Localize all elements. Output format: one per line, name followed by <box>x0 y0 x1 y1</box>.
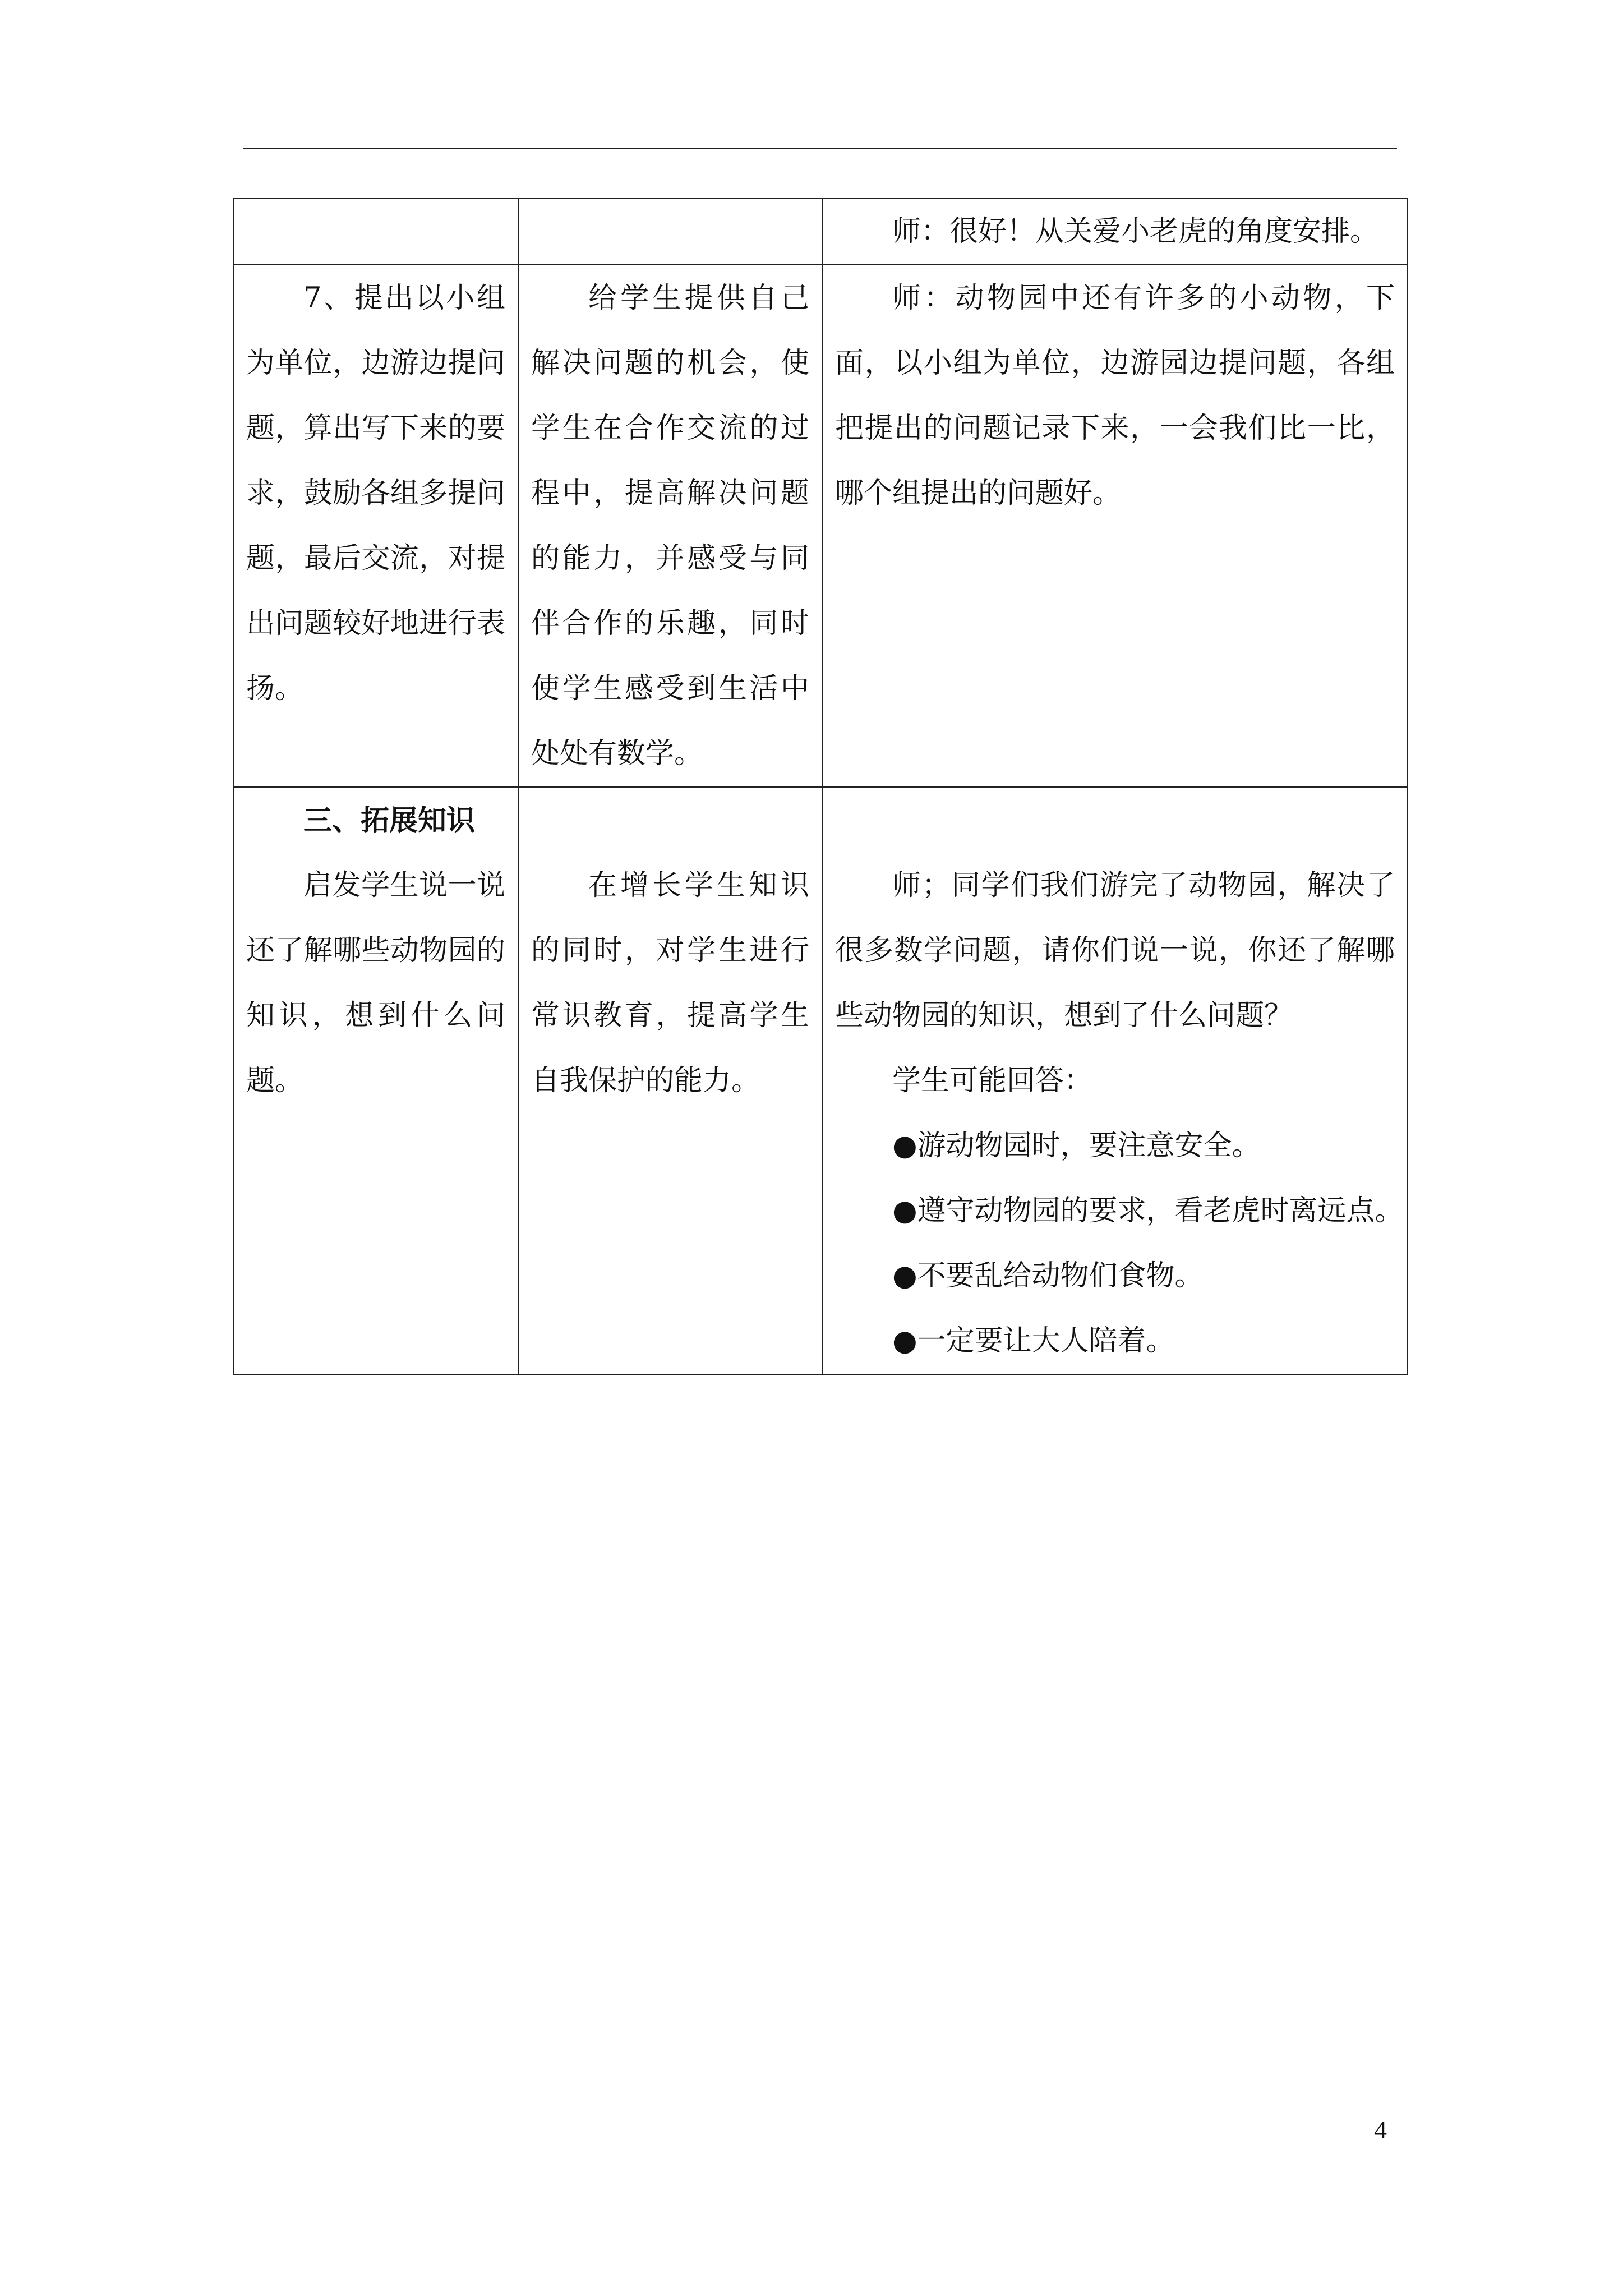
activity-text: 启发学生说一说还了解哪些动物园的知识，想到什么问题。 <box>246 869 505 1097</box>
intent-text: 在增长学生知识的同时，对学生进行常识教育，提高学生自我保护的能力。 <box>531 869 809 1097</box>
process-cell <box>822 265 1408 787</box>
lesson-plan-table <box>233 198 1408 1375</box>
intent-cell <box>518 787 822 1374</box>
process-text: 师：动物园中还有许多的小动物，下面，以小组为单位，边游园边提问题，各组把提出的问题记录下来，一会我们比一比，哪个组提出的问题好。 <box>835 282 1395 510</box>
spacer <box>835 788 1395 853</box>
spacer <box>531 788 809 853</box>
activity-cell <box>233 787 518 1374</box>
answer-bullet: ●遵守动物园的要求，看老虎时离远点。 <box>892 1194 1404 1227</box>
header-rule <box>243 148 1397 149</box>
activity-text: 7、提出以小组为单位，边游边提问题，算出写下来的要求，鼓励各组多提问题，最后交流，对提出问题较好地进行表扬。 <box>246 282 505 705</box>
process-text: 师；同学们我们游完了动物园，解决了很多数学问题，请你们说一说，你还了解哪些动物园的知识，想到了什么问题？ <box>835 869 1395 1032</box>
answer-bullet: ●不要乱给动物们食物。 <box>892 1259 1204 1292</box>
process-cell <box>822 199 1408 265</box>
intent-text: 给学生提供自己解决问题的机会，使学生在合作交流的过程中，提高解决问题的能力，并感受与同伴合作的乐趣，同时使学生感受到生活中处处有数学。 <box>531 282 809 770</box>
process-cell <box>822 787 1408 1374</box>
intent-cell <box>518 265 822 787</box>
table-row <box>233 265 1408 787</box>
table-row <box>233 199 1408 265</box>
activity-cell <box>233 199 518 265</box>
section-heading: 三、拓展知识 <box>303 804 476 838</box>
page-number: 4 <box>1374 2115 1387 2144</box>
table-row <box>233 787 1408 1374</box>
activity-cell <box>233 265 518 787</box>
process-text: 师：很好！从关爱小老虎的角度安排。 <box>892 215 1379 248</box>
answer-prompt: 学生可能回答： <box>892 1064 1093 1097</box>
answer-bullet: ●一定要让大人陪着。 <box>892 1324 1175 1358</box>
answer-bullet: ●游动物园时，要注意安全。 <box>892 1129 1261 1162</box>
intent-cell <box>518 199 822 265</box>
